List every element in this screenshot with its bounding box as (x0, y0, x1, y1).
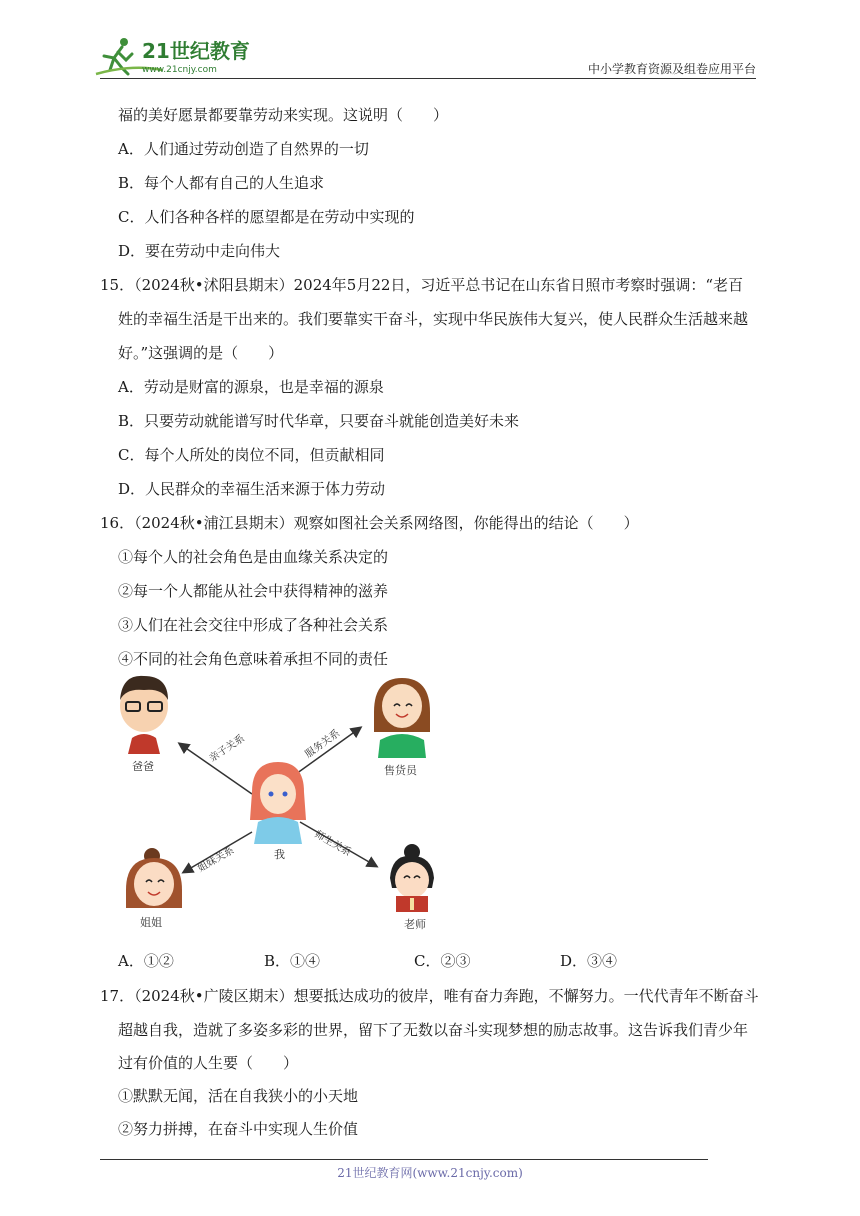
sales-label: 售货员 (384, 764, 417, 777)
q17-stem-line2: 超越自我，造就了多姿多彩的世界，留下了无数以奋斗实现梦想的励志故事。这告诉我们青少年 (118, 1021, 749, 1039)
q15-option-a: A．劳动是财富的源泉，也是幸福的源泉 (118, 378, 384, 396)
q16-stem-line1: 16．（2024秋•浦江县期末）观察如图社会关系网络图，你能得出的结论（ ） (100, 514, 639, 532)
header-divider (100, 78, 756, 79)
q16-answer-c: C．②③ (414, 952, 471, 970)
sister-avatar-icon (126, 848, 182, 908)
footer-text: 21世纪教育网(www.21cnjy.com) (337, 1166, 523, 1180)
q16-answer-b: B．①④ (264, 952, 321, 970)
svg-text:www.21cnjy.com: www.21cnjy.com (142, 65, 217, 75)
footer-divider (100, 1159, 708, 1160)
q14-option-a: A．人们通过劳动创造了自然界的一切 (118, 140, 369, 158)
q16-answer-row (118, 950, 678, 972)
q16-statement-2: ②每一个人都能从社会中获得精神的滋养 (118, 582, 389, 600)
q17-statement-2: ②努力拼搏，在奋斗中实现人生价值 (118, 1120, 359, 1138)
me-avatar-icon (250, 762, 306, 844)
q15-option-d: D．人民群众的幸福生活来源于体力劳动 (118, 480, 386, 498)
dad-label: 爸爸 (132, 760, 154, 773)
q14-option-d: D．要在劳动中走向伟大 (118, 242, 281, 260)
q16-statement-4: ④不同的社会角色意味着承担不同的责任 (118, 650, 389, 668)
q16-statement-3: ③人们在社会交往中形成了各种社会关系 (118, 616, 389, 634)
q16-answer-d: D．③④ (560, 952, 618, 970)
rel-dad-label: 亲子关系 (207, 733, 247, 765)
q16-answer-a: A．①② (118, 952, 174, 970)
q15-option-b: B．只要劳动就能谱写时代华章，只要奋斗就能创造美好未来 (118, 412, 520, 430)
q15-option-c: C．每个人所处的岗位不同，但贡献相同 (118, 446, 385, 464)
page-header (0, 0, 860, 90)
q15-stem-line2: 姓的幸福生活是干出来的。我们要靠实干奋斗，实现中华民族伟大复兴，使人民群众生活越来越 (118, 310, 749, 328)
rel-sister-label: 姐妹关系 (196, 845, 237, 875)
dad-avatar-icon (120, 676, 168, 754)
header-platform-text: 中小学教育资源及组卷应用平台 (587, 62, 756, 76)
teacher-avatar-icon (390, 844, 434, 912)
q17-statement-1: ①默默无闻，活在自我狭小的小天地 (118, 1087, 359, 1105)
q14-stem-tail: 福的美好愿景都要靠劳动来实现。这说明（ ） (118, 106, 449, 124)
q17-stem-line1: 17．（2024秋•广陵区期末）想要抵达成功的彼岸，唯有奋力奔跑，不懈努力。一代代青年不断奋斗 (100, 987, 759, 1005)
me-label: 我 (274, 848, 285, 861)
q14-option-b: B．每个人都有自己的人生追求 (118, 174, 325, 192)
q16-statement-1: ①每个人的社会角色是由血缘关系决定的 (118, 548, 389, 566)
q17-stem-line3: 过有价值的人生要（ ） (118, 1054, 299, 1072)
q15-stem-line3: 好。”这强调的是（ ） (118, 344, 284, 362)
salesperson-avatar-icon (374, 678, 430, 758)
q14-option-c: C．人们各种各样的愿望都是在劳动中实现的 (118, 208, 415, 226)
svg-text:21世纪教育: 21世纪教育 (142, 39, 250, 63)
rel-sales-label: 服务关系 (303, 728, 343, 761)
q15-stem-line1: 15．（2024秋•沭阳县期末）2024年5月22日，习近平总书记在山东省日照市考察时强调：“老百 (100, 276, 744, 294)
rel-teacher-label: 师生关系 (312, 829, 353, 859)
sister-label: 姐姐 (140, 916, 162, 929)
site-logo (92, 34, 262, 78)
social-relationship-figure (112, 672, 442, 942)
teacher-label: 老师 (404, 918, 426, 931)
